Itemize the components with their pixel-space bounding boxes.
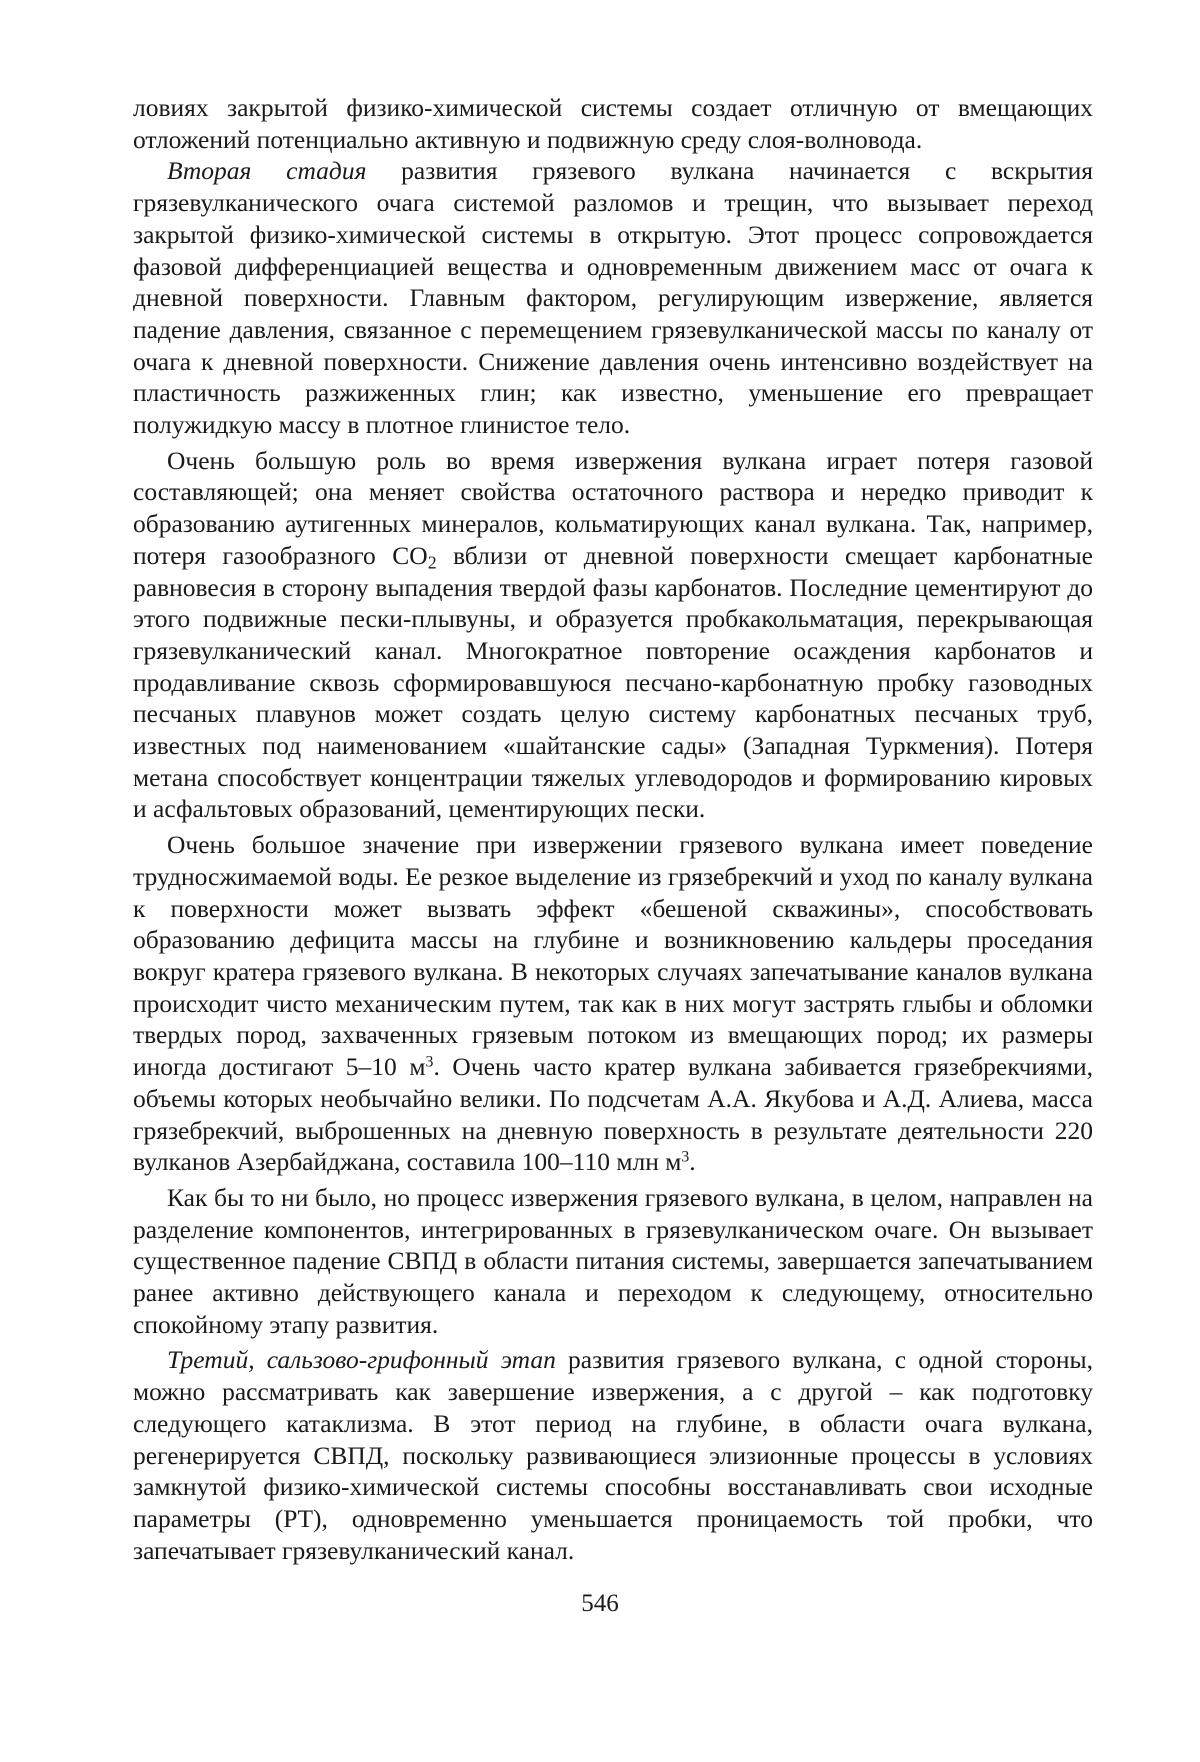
italic-heading: Вторая стадия — [167, 156, 366, 185]
italic-heading: Третий, сальзово-грифонный этап — [167, 1345, 556, 1374]
paragraph-water — [133, 829, 1093, 1178]
paragraph-third-stage — [133, 1344, 1093, 1566]
paragraph-text: вблизи от дневной поверхности смещает карбонатные равновесия в сторону выпадения твердой фазы карбонатов. Последние цементируют до этого подвижные пески-плывуны, и образуется пробкакольматация, перекрывающая грязевулканический канал. Многократное повторение осаждения карбонатов и продавливание сквозь сформировавшуюся песчано-карбонатную пробку газоводных песчаных плавунов может создать целую систему карбонатных песчаных труб, известных под наименованием «шайтанские сады» (Западная Туркмения). Потеря метана способствует концентрации тяжелых углеводородов и формированию кировых и асфальтовых образований, цементирующих пески. — [133, 541, 1093, 824]
paragraph-gas-loss — [133, 445, 1093, 825]
paragraph-text: развития грязевого вулкана, с одной стороны, можно рассматривать как завершение извержения, а с другой – как подготовку следующего катаклизма. В этот период на глубине, в области очага вулкана, регенерируется СВПД, поскольку развивающиеся элизионные процессы в условиях замкнутой физико-химической системы способны восстанавливать свои исходные параметры (PT), одновременно уменьшается проницаемость той пробки, что запечатывает грязевулканический канал. — [133, 1345, 1093, 1564]
paragraph-text: . — [689, 1147, 695, 1176]
paragraph-text: . Очень часто кратер вулкана забивается грязебрекчиями, объемы которых необычайно велики. По подсчетам А.А. Якубова и А.Д. Алиева, масса грязебрекчий, выброшенных на дневную поверхность в результате деятельности 220 вулканов Азербайджана, составила 100–110 млн м — [133, 1052, 1093, 1176]
paragraph-second-stage — [133, 155, 1093, 440]
paragraph-text: Очень большое значение при извержении грязевого вулкана имеет поведение трудносжимаемой воды. Ее резкое выделение из грязебрекчий и уход по каналу вулкана к поверхности может вызвать эффект «бешеной скважины», способствовать образованию дефицита массы на глубине и возникновению кальдеры проседания вокруг кратера грязевого вулкана. В некоторых случаях запечатывание каналов вулкана происходит чисто механическим путем, так как в них могут застрять глыбы и обломки твердых пород, захваченных грязевым потоком из вмещающих пород; их размеры иногда достигают 5–10 м — [133, 830, 1093, 1081]
paragraph-text: развития грязевого вулкана начинается с вскрытия грязевулканического очага системой разломов и трещин, что вызывает переход закрытой физико-химической системы в открытую. Этот процесс сопровождается фазовой дифференциацией вещества и одновременным движением масс от очага к дневной поверхности. Главным фактором, регулирующим извержение, является падение давления, связанное с перемещением грязевулканической массы по каналу от очага к дневной поверхности. Снижение давления очень интенсивно воздействует на пластичность разжиженных глин; как известно, уменьшение его превращает полужидкую массу в плотное глинистое тело. — [133, 156, 1093, 439]
paragraph-text: Как бы то ни было, но процесс извержения грязевого вулкана, в целом, направлен на разделение компонентов, интегрированных в грязевулканическом очаге. Он вызывает существенное падение СВПД в области питания системы, завершается запечатыванием ранее активно действующего канала и переходом к следующему, относительно спокойному этапу развития. — [133, 1183, 1093, 1339]
superscript: 3 — [681, 1149, 689, 1166]
paragraph-text: Очень большую роль во время извержения вулкана играет потеря газовой составляющей; она меняет свойства остаточного раствора и нередко приводит к образованию аутигенных минералов, кольматирующих канал вулкана. Так, например, потеря газообразного СО — [133, 446, 1093, 570]
paragraph-separation — [133, 1182, 1093, 1341]
superscript: 3 — [426, 1053, 434, 1070]
paragraph-text: ловиях закрытой физико-химической системы создает отличную от вмещающих отложений потенциально активную и подвижную среду слоя-волновода. — [133, 93, 1093, 154]
page-body — [133, 92, 1093, 1566]
page-number: 546 — [0, 1590, 1200, 1618]
subscript: 2 — [428, 552, 437, 572]
paragraph-continuation — [133, 92, 1093, 155]
